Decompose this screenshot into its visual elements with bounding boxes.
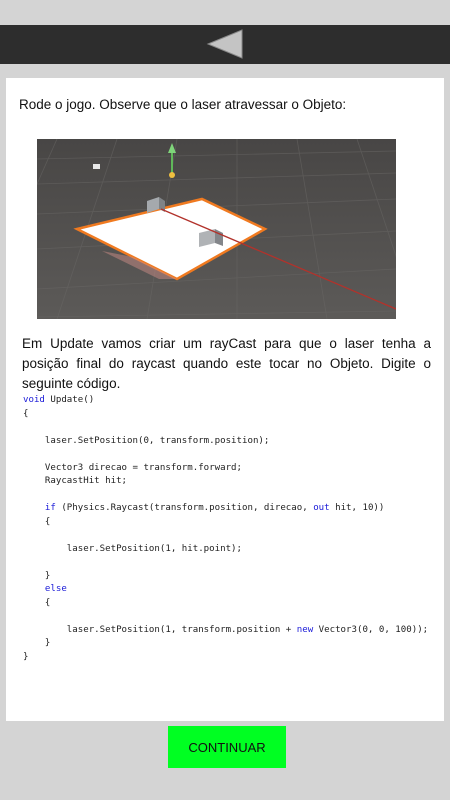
code-line: Vector3 direcao = transform.forward; [23, 462, 242, 473]
back-button[interactable] [205, 28, 245, 60]
code-line: { [23, 408, 29, 419]
code-line: if (Physics.Raycast(transform.position, direcao, out hit, 10)) [44, 503, 385, 513]
code-line: } [23, 651, 29, 662]
description-text: Em Update vamos criar um rayCast para que o laser tenha a posição final do raycast quando este tocar no Objeto. Digite o seguinte código. [22, 336, 431, 391]
content-card [6, 78, 444, 721]
back-triangle-icon [205, 28, 245, 60]
continue-button[interactable]: CONTINUAR [168, 726, 286, 768]
code-block [23, 394, 438, 664]
code-line: } [23, 570, 51, 581]
top-bar [0, 25, 450, 64]
code-line: laser.SetPosition(1, transform.position + new Vector3(0, 0, 100)); [23, 624, 429, 635]
code-line [23, 610, 438, 624]
code-line: void Update() [23, 395, 95, 405]
code-line: else [44, 584, 67, 594]
code-line: } [23, 638, 51, 648]
status-bar-area [0, 0, 450, 25]
code-line [23, 421, 438, 435]
code-line: RaycastHit hit; [23, 476, 128, 486]
code-line: { [23, 597, 51, 608]
unity-scene-image [37, 139, 396, 319]
code-line [23, 489, 438, 503]
code-line [23, 448, 438, 462]
code-line [23, 529, 438, 543]
bottom-bar [0, 724, 450, 800]
code-line: { [23, 516, 51, 527]
scene-illustration [37, 139, 396, 319]
instruction-text: Rode o jogo. Observe que o laser atravessar o Objeto: [19, 97, 347, 112]
code-line [23, 556, 438, 570]
code-line: laser.SetPosition(0, transform.position); [23, 435, 270, 446]
code-line: laser.SetPosition(1, hit.point); [23, 543, 242, 554]
